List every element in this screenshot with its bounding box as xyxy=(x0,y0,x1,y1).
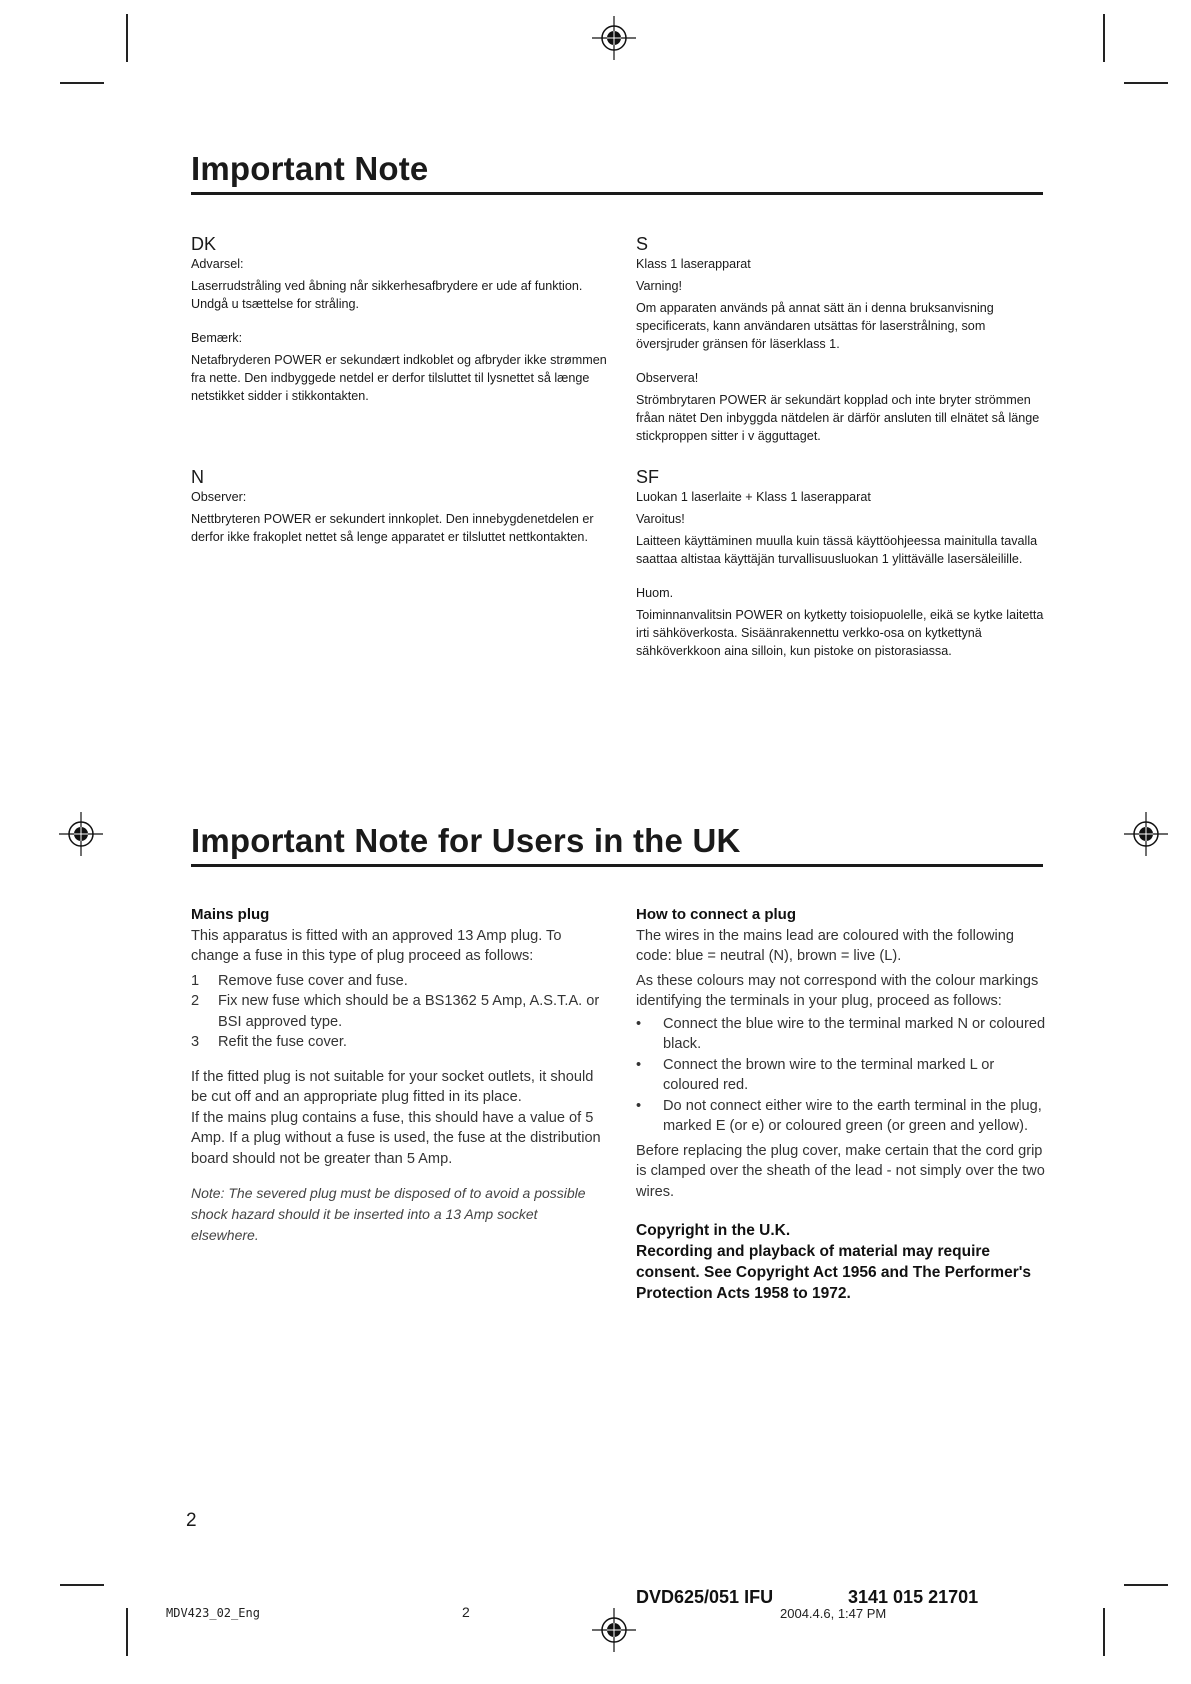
connect-plug-section xyxy=(636,905,1052,1304)
list-item xyxy=(191,991,601,1032)
crop-mark xyxy=(1124,82,1168,84)
footer-date: 2004.4.6, 1:47 PM xyxy=(780,1606,887,1621)
crop-mark xyxy=(1103,1608,1105,1656)
registration-mark-icon xyxy=(59,812,103,856)
s-class-line: Klass 1 laserapparat xyxy=(636,257,751,271)
crop-mark xyxy=(1103,14,1105,62)
sf-class-line: Luokan 1 laserlaite + Klass 1 laserapparat xyxy=(636,490,871,504)
bullet-text: Connect the blue wire to the terminal marked N or coloured black. xyxy=(663,1015,1046,1052)
s-section xyxy=(636,233,1046,445)
footer-file-name: MDV423_02_Eng xyxy=(166,1606,260,1620)
registration-mark-icon xyxy=(592,16,636,60)
step-number: 3 xyxy=(191,1034,200,1050)
wire-instructions-list xyxy=(636,1014,1052,1137)
connect-plug-heading: How to connect a plug xyxy=(636,906,796,923)
step-number: 1 xyxy=(191,972,200,989)
connect-plug-paragraph: The wires in the mains lead are coloured with the following code: blue = neutral (N), brown = live (L). xyxy=(636,927,1015,964)
s-warning-text: Om apparaten används på annat sätt än i denna bruksanvisning specificerats, kann användaren utsättas för laserstrålning, som översjruder gränsen för läserklass 1. xyxy=(636,301,994,351)
step-text: Remove fuse cover and fuse. xyxy=(218,972,408,989)
mains-plug-section xyxy=(191,905,601,1246)
fuse-steps-list xyxy=(191,971,601,1053)
mains-plug-paragraph: If the fitted plug is not suitable for your socket outlets, it should be cut off and an appropriate plug fitted in its place. xyxy=(191,1068,594,1105)
sf-note-label: Huom. xyxy=(636,586,674,600)
registration-mark-icon xyxy=(1124,812,1168,856)
footer-code: 3141 015 21701 xyxy=(848,1587,979,1607)
mains-plug-intro: This apparatus is fitted with an approved 13 Amp plug. To change a fuse in this type of plug proceed as follows: xyxy=(191,927,562,964)
crop-mark xyxy=(126,14,128,62)
dk-note-label: Bemærk: xyxy=(191,331,243,345)
mains-plug-note: Note: The severed plug must be disposed of to avoid a possible shock hazard should it be inserted into a 13 Amp socket elsewhere. xyxy=(191,1185,586,1243)
s-note-label: Observera! xyxy=(636,371,699,385)
list-item xyxy=(191,971,601,992)
s-language-code: S xyxy=(636,234,649,254)
sf-warning-text: Laitteen käyttäminen muulla kuin tässä käyttöohjeessa mainitulla tavalla saattaa altistaa käyttäjän turvallisuusluokan 1 ylittävälle lasersäleilille. xyxy=(636,534,1038,566)
list-item xyxy=(636,1096,1052,1137)
copyright-heading: Copyright in the U.K. xyxy=(636,1222,791,1239)
footer-model: DVD625/051 IFU xyxy=(636,1587,774,1607)
crop-mark xyxy=(1124,1584,1168,1586)
uk-section-title: Important Note for Users in the UK xyxy=(191,822,741,859)
n-note-text: Nettbryteren POWER er sekundert innkoplet. Den innebygdenetdelen er derfor ikke frakoplet nettet så lenge apparatet er tilsluttet nettkontakten. xyxy=(191,512,594,544)
s-warning-label: Varning! xyxy=(636,279,682,293)
registration-mark-icon xyxy=(592,1608,636,1652)
dk-section xyxy=(191,233,611,405)
page-title: Important Note xyxy=(191,150,429,187)
step-text: Fix new fuse which should be a BS1362 5 Amp, A.S.T.A. or BSI approved type. xyxy=(218,993,600,1030)
step-text: Refit the fuse cover. xyxy=(218,1034,347,1050)
mains-plug-paragraph: If the mains plug contains a fuse, this should have a value of 5 Amp. If a plug without a fuse is used, the fuse at the distribution board should not be greater than 5 Amp. xyxy=(191,1109,601,1167)
sf-language-code: SF xyxy=(636,467,660,487)
connect-plug-paragraph: Before replacing the plug cover, make certain that the cord grip is clamped over the sheath of the lead - not simply over the two wires. xyxy=(636,1142,1045,1200)
list-item xyxy=(191,1032,601,1053)
sf-section xyxy=(636,466,1046,660)
list-item xyxy=(636,1014,1052,1055)
bullet-icon: • xyxy=(636,1097,642,1114)
bullet-text: Do not connect either wire to the earth terminal in the plug, marked E (or e) or coloured green (or green and yellow). xyxy=(663,1097,1042,1134)
crop-mark xyxy=(60,82,104,84)
dk-note-text: Netafbryderen POWER er sekundært indkoblet og afbryder ikke strømmen fra nette. Den indbyggede netdel er derfor tilsluttet til lysnettet så længe netstikket sidder i stikkontakten. xyxy=(191,353,607,403)
list-item xyxy=(636,1055,1052,1096)
bullet-icon: • xyxy=(636,1015,642,1032)
page-number: 2 xyxy=(186,1510,197,1531)
n-language-code: N xyxy=(191,467,204,487)
bullet-text: Connect the brown wire to the terminal marked L or coloured red. xyxy=(663,1056,995,1093)
connect-plug-paragraph: As these colours may not correspond with the colour markings identifying the terminals in your plug, proceed as follows: xyxy=(636,972,1039,1009)
dk-language-code: DK xyxy=(191,234,217,254)
s-note-text: Strömbrytaren POWER är sekundärt kopplad och inte bryter strömmen fråan nätet Den inbyggda nätdelen är därför ansluten till elnätet så länge stickproppen sitter i v ägguttaget. xyxy=(636,393,1040,443)
mains-plug-heading: Mains plug xyxy=(191,906,270,923)
dk-warning-text: Laserrudstråling ved åbning når sikkerhesafbrydere er ude af funktion. Undgå u tsættelse for stråling. xyxy=(191,279,583,311)
crop-mark xyxy=(126,1608,128,1656)
n-note-label: Observer: xyxy=(191,490,247,504)
uk-title-rule xyxy=(191,864,1043,867)
sf-warning-label: Varoitus! xyxy=(636,512,685,526)
step-number: 2 xyxy=(191,993,200,1009)
footer-page: 2 xyxy=(462,1604,470,1620)
crop-mark xyxy=(60,1584,104,1586)
sf-note-text: Toiminnanvalitsin POWER on kytketty toisiopuolelle, eikä se kytke laitetta irti sähköverkosta. Sisäänrakennettu verkko-osa on kytkettynä sähköverkkoon aina silloin, kun pistoke on pistorasiassa. xyxy=(636,608,1044,658)
title-rule xyxy=(191,192,1043,195)
dk-warning-label: Advarsel: xyxy=(191,257,244,271)
copyright-text: Recording and playback of material may require consent. See Copyright Act 1956 and The Performer's Protection Acts 1958 to 1972. xyxy=(636,1243,1032,1302)
n-section xyxy=(191,466,611,546)
bullet-icon: • xyxy=(636,1056,642,1073)
